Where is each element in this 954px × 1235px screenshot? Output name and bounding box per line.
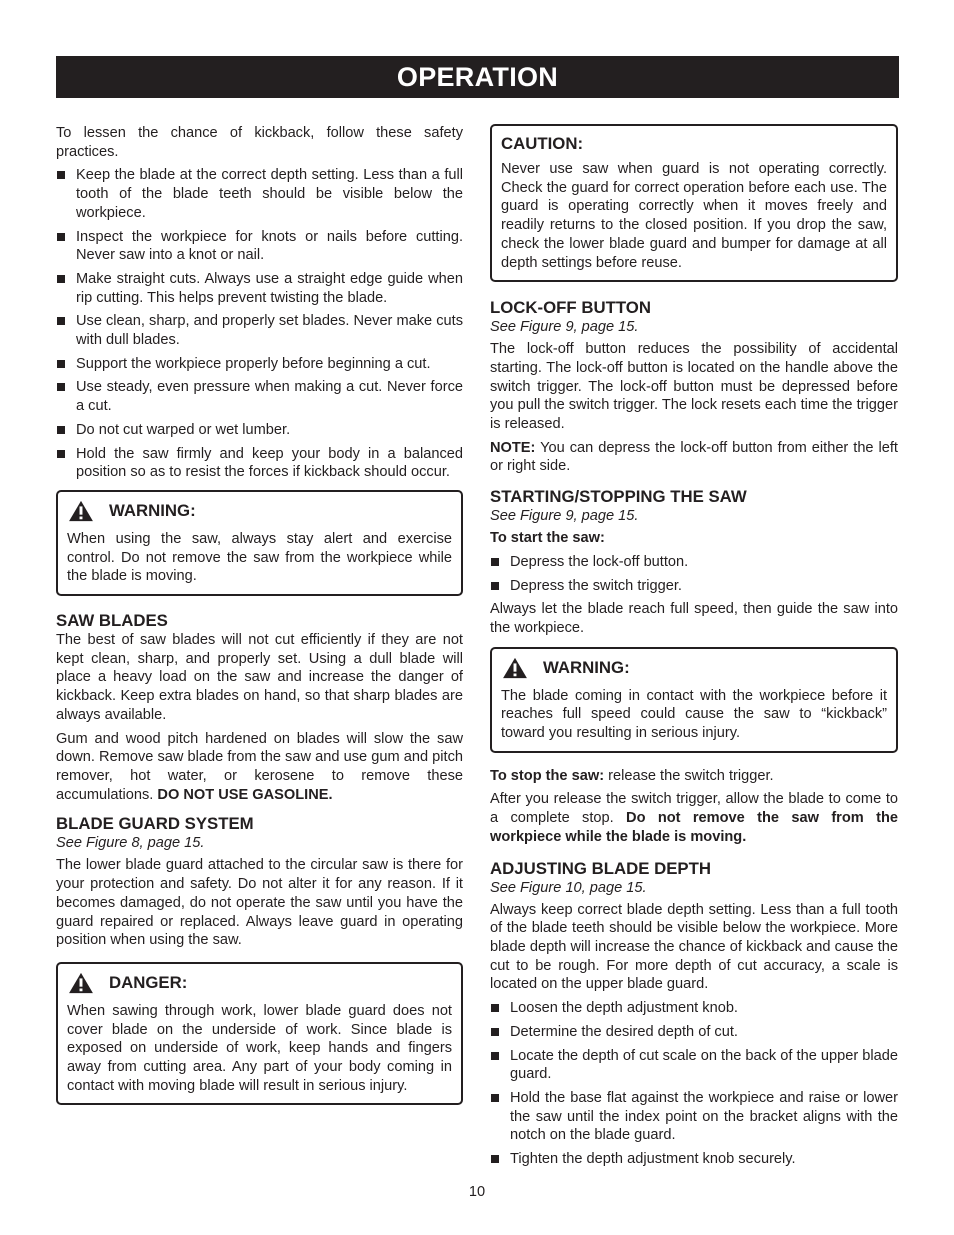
saw-blades-paragraph: The best of saw blades will not cut efficiently if they are not kept clean, sharp, and properly set. Using a dull blade will place a heavy load on the saw and increase the danger of kickback. Keep extra blades on hand, so that sharp blades are always available. [56,632,463,723]
start-stop-heading: STARTING/STOPPING THE SAW [490,487,747,507]
list-item: Hold the saw firmly and keep your body in a balanced position so as to resist the forces if kickback should occur. [56,445,463,482]
page-title: OPERATION [396,62,559,92]
blade-depth-heading: ADJUSTING BLADE DEPTH [490,858,711,878]
list-item: Determine the desired depth of cut. [490,1023,898,1042]
list-item: Tighten the depth adjustment knob securely. [490,1150,898,1169]
full-speed-paragraph: Always let the blade reach full speed, then guide the saw into the workpiece. [490,601,898,636]
list-item: Use clean, sharp, and properly set blades. Never make cuts with dull blades. [56,312,463,349]
danger-box [56,962,463,1106]
figure-reference: See Figure 9, page 15. [490,319,639,336]
warning-title: WARNING: [109,500,196,520]
warning-box [56,490,463,596]
list-item: Depress the switch trigger. [490,577,898,596]
gasoline-warning: DO NOT USE GASOLINE. [157,786,333,803]
lock-off-paragraph: The lock-off button reduces the possibility of accidental starting. The lock-off button is located on the handle above the switch trigger. The lock-off button must be depressed before you pull the switch trigger. The lock resets each time the trigger is released. [490,341,898,433]
figure-reference: See Figure 9, page 15. [490,508,639,525]
list-item: Use steady, even pressure when making a cut. Never force a cut. [56,378,463,415]
list-item: Make straight cuts. Always use a straight edge guide when rip cutting. This helps prevent twisting the blade. [56,270,463,307]
list-item: Loosen the depth adjustment knob. [490,999,898,1018]
figure-reference: See Figure 10, page 15. [490,879,647,896]
saw-blades-heading: SAW BLADES [56,611,168,631]
gum-pitch-paragraph: Gum and wood pitch hardened on blades will slow the saw down. Remove saw blade from the saw and use gum and pitch remover, hot water, or kerosene to remove these accumulations. DO NOT USE GASOLINE. [56,730,463,803]
warning-triangle-icon [501,657,529,679]
list-item: Support the workpiece properly before beginning a cut. [56,355,463,374]
warning-triangle-icon [67,500,95,522]
list-item: Inspect the workpiece for knots or nails before cutting. Never saw into a knot or nail. [56,228,463,265]
list-item: Hold the base flat against the workpiece and raise or lower the saw until the index point on the bracket aligns with the notch on the blade guard. [490,1089,898,1145]
stop-paragraph: To stop the saw: release the switch trigger. [490,767,774,784]
safety-list [56,166,463,482]
lock-off-note: NOTE: You can depress the lock-off button from either the left or right side. [490,439,898,475]
complete-stop-paragraph: After you release the switch trigger, allow the blade to come to a complete stop. Do not remove the saw from the workpiece while the blade is moving. [490,791,898,845]
depth-steps [490,999,898,1169]
list-item: Do not cut warped or wet lumber. [56,421,463,440]
lock-off-heading: LOCK-OFF BUTTON [490,298,651,318]
warning-box-2 [490,647,898,753]
caution-text: Never use saw when guard is not operating correctly. Check the guard for correct operation before each use. The guard is operating correctly when it moves freely and readily returns to the closed position. If you drop the saw, check the lower blade guard and bumper for damage at all depth settings before reuse. [501,161,887,271]
start-steps [490,553,898,595]
page-number: 10 [468,1184,486,1200]
blade-guard-heading: BLADE GUARD SYSTEM [56,814,254,834]
figure-reference: See Figure 8, page 15. [56,835,205,852]
blade-depth-paragraph: Always keep correct blade depth setting. Less than a full tooth of the blade teeth should be visible below the workpiece. More blade depth will increase the chance of kickback and cause the cut to be rough. For more depth of cut accuracy, a scale is located on the upper blade guard. [490,901,898,993]
list-item: Locate the depth of cut scale on the back of the upper blade guard. [490,1047,898,1084]
warning-text: When using the saw, always stay alert and exercise control. Do not remove the saw from the workpiece while the blade is moving. [67,530,452,585]
right-column [490,124,898,1174]
intro-paragraph: To lessen the chance of kickback, follow these safety practices. [56,125,463,160]
warning-text: The blade coming in contact with the workpiece before it reaches full speed could cause the saw to “kickback” toward you resulting in serious injury. [501,687,887,742]
list-item: Keep the blade at the correct depth setting. Less than a full tooth of the blade teeth should be visible below the workpiece. [56,166,463,222]
warning-triangle-icon [67,972,95,994]
start-label: To start the saw: [490,530,605,547]
warning-title: WARNING: [543,657,630,677]
danger-text: When sawing through work, lower blade guard does not cover blade on the underside of work. Since blade is exposed on underside of work, keep hands and fingers away from cutting area. Any part of your body coming in contact with moving blade will result in serious injury. [67,1002,452,1094]
list-item: Depress the lock-off button. [490,553,898,572]
danger-title: DANGER: [109,972,188,992]
section-banner [56,56,899,98]
blade-guard-paragraph: The lower blade guard attached to the circular saw is there for your protection and safety. Do not alter it for any reason. If it becomes damaged, do not operate the saw until you have the guard repaired or replaced. Always leave guard in operating position when using the saw. [56,857,463,949]
left-column [56,124,463,1105]
caution-box [490,124,898,282]
caution-title: CAUTION: [501,134,584,153]
